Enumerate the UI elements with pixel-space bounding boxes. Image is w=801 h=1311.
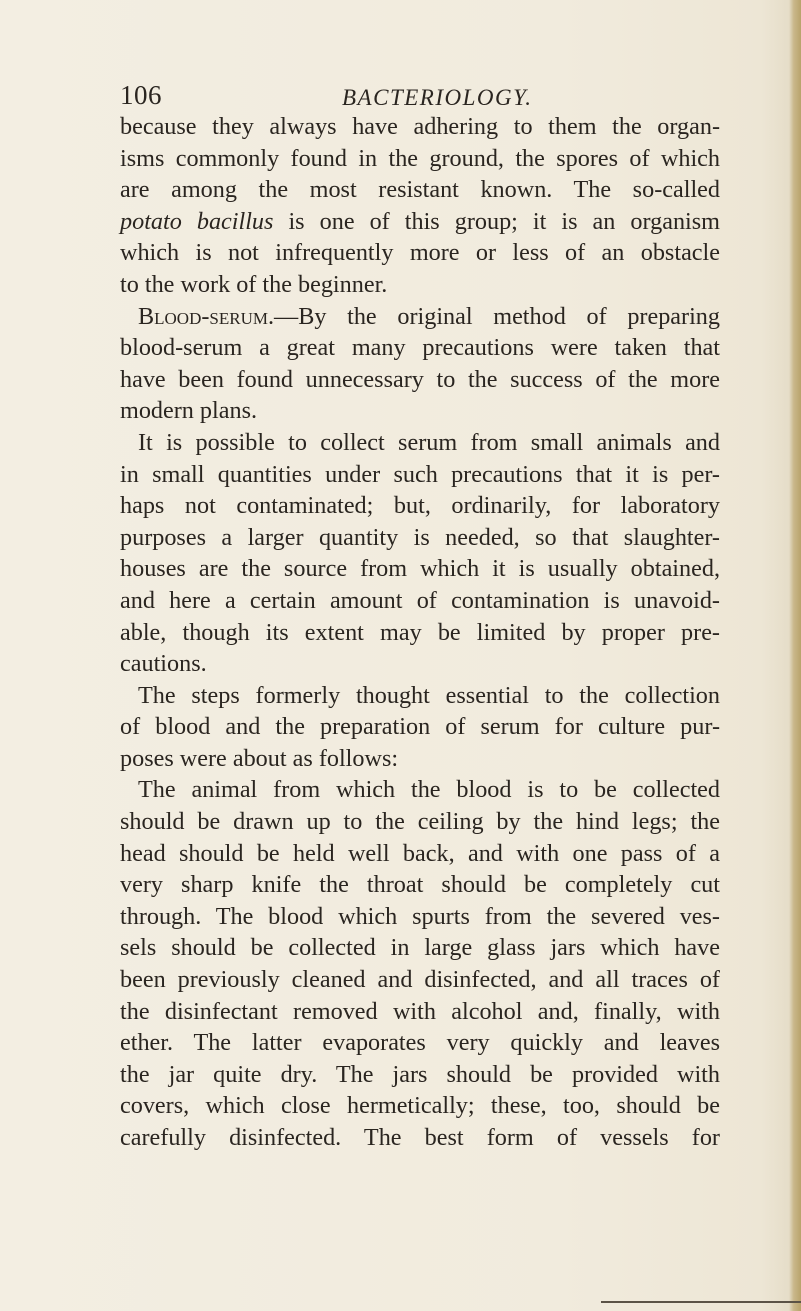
text-line: the jar quite dry. The jars should be provided with [120, 1060, 720, 1088]
text-line: head should be held well back, and with one pass of a [120, 839, 720, 867]
text-line: sels should be collected in large glass jars which have [120, 934, 720, 962]
text-line: haps not contaminated; but, ordinarily, for laboratory [120, 492, 720, 520]
body-text [120, 111, 720, 1154]
page-number: 106 [120, 80, 162, 110]
text-line: of blood and the preparation of serum for culture pur- [120, 713, 720, 741]
text-line: ether. The latter evaporates very quickly and leaves [120, 1029, 720, 1057]
text-line: been previously cleaned and disinfected, and all traces of [120, 966, 720, 994]
text-line: which is not infrequently more or less of an obstacle [120, 239, 720, 267]
text-line: isms commonly found in the ground, the spores of which [120, 144, 720, 172]
bottom-edge-rule [601, 1301, 801, 1303]
text-line: able, though its extent may be limited by proper pre- [120, 618, 720, 646]
italic-term: potato bacillus [120, 207, 274, 235]
text-span: is one of this group; it is an organism [273, 207, 720, 235]
text-line: The steps formerly thought essential to the collection [138, 681, 720, 709]
text-line: and here a certain amount of contamination is unavoid- [120, 586, 720, 614]
text-line: in small quantities under such precautions that it is per- [120, 460, 720, 488]
running-title: BACTERIOLOGY. [342, 85, 533, 110]
text-line: It is possible to collect serum from small animals and [138, 428, 720, 456]
text-line: covers, which close hermetically; these, too, should be [120, 1092, 720, 1120]
text-line: the disinfectant removed with alcohol and, finally, with [120, 997, 720, 1025]
text-line: to the work of the beginner. [120, 270, 388, 298]
text-span: —By the original method of preparing [274, 302, 720, 330]
text-line: houses are the source from which it is usually obtained, [120, 555, 720, 583]
text-line [120, 301, 720, 333]
text-line: blood-serum a great many precautions were taken that [120, 334, 720, 362]
text-line [120, 206, 720, 238]
text-line: The animal from which the blood is to be collected [138, 776, 720, 804]
text-line: are among the most resistant known. The so-called [120, 176, 720, 204]
text-line: modern plans. [120, 397, 258, 425]
text-line: very sharp knife the throat should be completely cut [120, 871, 720, 899]
text-line: carefully disinfected. The best form of vessels for [120, 1124, 720, 1151]
text-line: cautions. [120, 650, 207, 678]
text-line: poses were about as follows: [120, 744, 399, 772]
page-edge-shadow [789, 0, 801, 1311]
text-line: have been found unnecessary to the success of the more [120, 365, 720, 393]
section-heading: Blood-serum. [138, 302, 275, 330]
text-line: because they always have adhering to them the organ- [120, 113, 720, 140]
text-line: through. The blood which spurts from the severed ves- [120, 902, 720, 930]
text-line: should be drawn up to the ceiling by the hind legs; the [120, 808, 720, 836]
text-line: purposes a larger quantity is needed, so that slaughter- [120, 523, 720, 551]
